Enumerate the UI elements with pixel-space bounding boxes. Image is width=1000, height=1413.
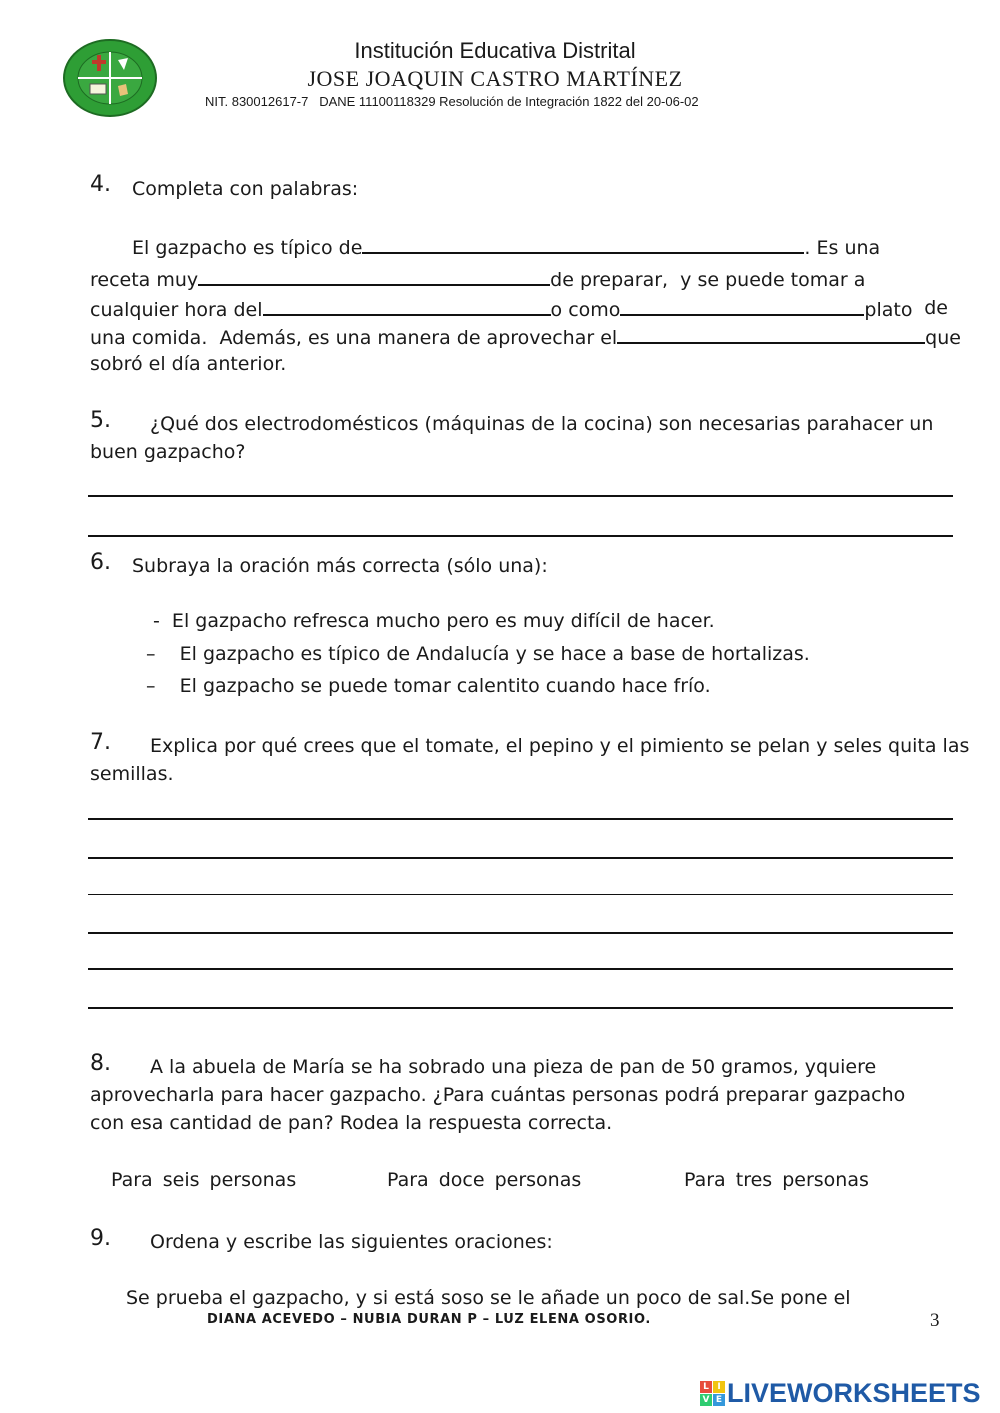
q7-answer-line[interactable] xyxy=(88,894,953,895)
q4-text: plato xyxy=(864,299,913,321)
q5-answer-line[interactable] xyxy=(88,535,953,537)
q7-answer-line[interactable] xyxy=(88,968,953,970)
q7-answer-line[interactable] xyxy=(88,932,953,934)
q5-answer-line[interactable] xyxy=(88,495,953,497)
q4-text: cualquier hora del xyxy=(90,299,263,321)
registry-line: NIT. 830012617-7 DANE 11100118329 Resolución de Integración 1822 del 20-06-02 xyxy=(205,94,699,109)
q8-choice-three[interactable]: Para tres personas xyxy=(684,1169,869,1191)
q4-text: El gazpacho es típico de xyxy=(132,237,363,259)
q6-option-2[interactable]: – El gazpacho es típico de Andalucía y se hace a base de hortalizas. xyxy=(146,643,810,665)
brand-badge-letter: L xyxy=(700,1381,712,1393)
q5-number: 5. xyxy=(90,408,111,433)
q4-line3 xyxy=(90,294,950,324)
q4-text: una comida. Además, es una manera de aprovechar el xyxy=(90,327,618,349)
q6-option-3[interactable]: – El gazpacho se puede tomar calentito cuando hace frío. xyxy=(146,675,711,697)
q7-line1: Explica por qué crees que el tomate, el pepino y el pimiento se pelan y seles quita las xyxy=(150,735,970,757)
q4-text: de xyxy=(924,297,948,319)
school-name: JOSE JOAQUIN CASTRO MARTÍNEZ xyxy=(307,66,683,91)
q4-line2 xyxy=(90,264,865,294)
brand-badge-letter: V xyxy=(700,1394,712,1406)
q6-option-1[interactable]: - El gazpacho refresca mucho pero es muy difícil de hacer. xyxy=(153,610,715,632)
q8-line2: aprovecharla para hacer gazpacho. ¿Para cuántas personas podrá preparar gazpacho xyxy=(90,1084,906,1106)
q6-prompt: Subraya la oración más correcta (sólo una): xyxy=(132,555,548,577)
q4-text: o como xyxy=(550,299,621,321)
q8-line1: A la abuela de María se ha sobrado una pieza de pan de 50 gramos, yquiere xyxy=(150,1056,877,1078)
page-number: 3 xyxy=(930,1310,940,1331)
q7-number: 7. xyxy=(90,730,111,755)
brand-badge-letter: E xyxy=(713,1394,725,1406)
brand-name: LIVEWORKSHEETS xyxy=(727,1377,981,1408)
brand-badge-icon xyxy=(700,1381,725,1406)
q4-text: . Es una xyxy=(804,237,881,259)
blank-course[interactable] xyxy=(620,294,864,316)
q4-line5: sobró el día anterior. xyxy=(90,353,287,375)
brand-badge-letter: I xyxy=(713,1381,725,1393)
footer-authors: DIANA ACEVEDO – NUBIA DURAN P – LUZ ELENA OSORIO. xyxy=(207,1312,651,1327)
q4-text: receta muy xyxy=(90,269,199,291)
q8-choice-twelve[interactable]: Para doce personas xyxy=(387,1169,582,1191)
q8-line3: con esa cantidad de pan? Rodea la respuesta correcta. xyxy=(90,1112,613,1134)
q4-prompt: Completa con palabras: xyxy=(132,178,359,200)
blank-difficulty[interactable] xyxy=(198,264,550,286)
q7-answer-line[interactable] xyxy=(88,1007,953,1009)
q9-number: 9. xyxy=(90,1226,111,1251)
q4-text: de preparar, y se puede tomar a xyxy=(550,269,866,291)
institution-title: Institución Educativa Distrital xyxy=(354,38,636,63)
q4-text: que xyxy=(925,327,961,349)
q7-answer-line[interactable] xyxy=(88,857,953,859)
q7-answer-line[interactable] xyxy=(88,818,953,820)
q5-line1: ¿Qué dos electrodomésticos (máquinas de la cocina) son necesarias parahacer un xyxy=(150,413,934,435)
blank-origin[interactable] xyxy=(362,232,804,254)
q4-line4 xyxy=(90,322,961,352)
q9-sentences: Se prueba el gazpacho, y si está soso se le añade un poco de sal.Se pone el xyxy=(126,1287,851,1309)
q8-choice-six[interactable]: Para seis personas xyxy=(111,1169,297,1191)
blank-leftover[interactable] xyxy=(617,322,925,344)
q4-number: 4. xyxy=(90,172,111,197)
brand-logo xyxy=(700,1377,981,1408)
blank-time-of-day[interactable] xyxy=(263,294,551,316)
q4-line1 xyxy=(132,232,880,262)
q9-prompt: Ordena y escribe las siguientes oraciones: xyxy=(150,1231,553,1253)
q5-line2: buen gazpacho? xyxy=(90,441,246,463)
q7-line2: semillas. xyxy=(90,763,174,785)
q8-number: 8. xyxy=(90,1051,111,1076)
q6-number: 6. xyxy=(90,550,111,575)
